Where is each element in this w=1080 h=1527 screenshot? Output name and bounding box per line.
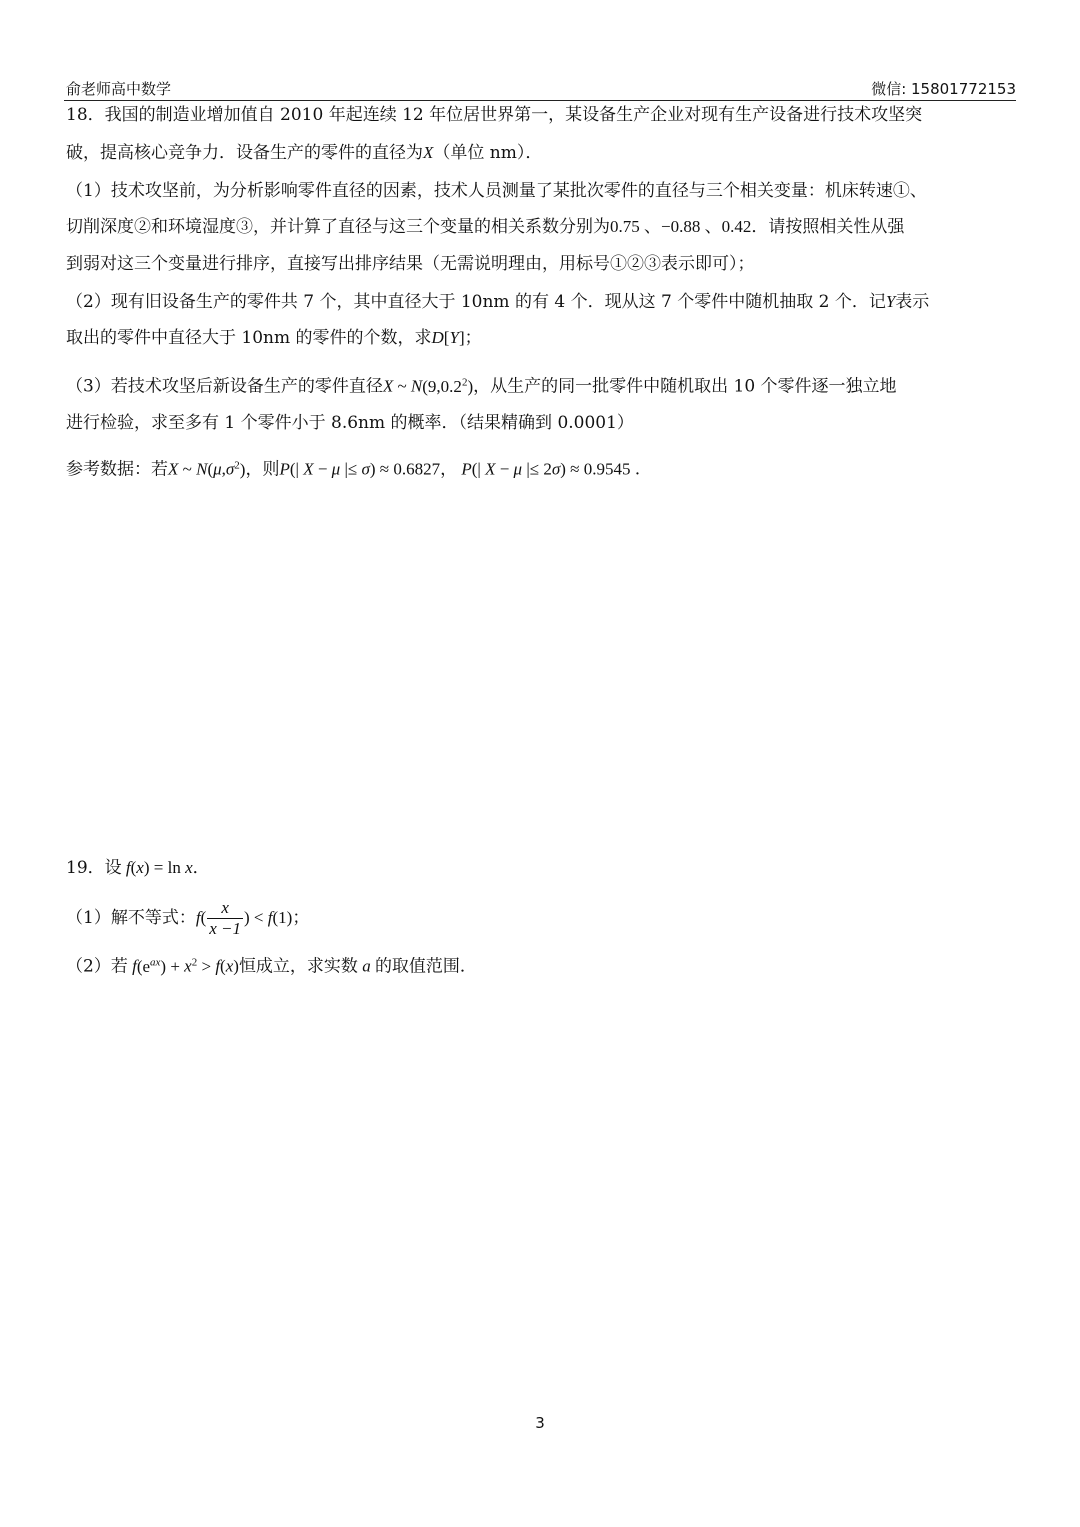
q18-line-1 [66,103,922,127]
q18-part1-line-2 [66,215,904,239]
q18-part3-line-2 [66,411,634,435]
math-correlations: 0.75 、−0.88 、0.42 [610,217,752,236]
q18-part2-line-2: 取出的零件中直径大于 10nm 的零件的个数，求D[Y]； [66,328,482,348]
math-fx-def: f [121,858,131,877]
q18-part3-text: （3）若技术攻坚后新设备生产的零件直径 [66,376,383,397]
q18-line-2 [66,141,542,165]
q19-part2-text-2: 恒成立，求实数 [238,956,358,977]
reference-text: ，则 [245,459,280,480]
q18-part2-text-2: 表示 [895,292,930,312]
math-reference-dist: X [168,459,179,479]
q18-part1-text-3: ．请按照相关性从强 [751,217,905,237]
header-contact: 微信: 15801772153 [871,80,1016,98]
q19-stem-text: 19．设 [66,858,122,878]
q18-part2-text: （2）现有旧设备生产的零件共 7 个，其中直径大于 10nm 的有 4 个．现从这 7 个零件中随机抽取 2 个．记 [66,292,886,312]
math-inequality: f [195,908,201,927]
page-number: 3 [535,1414,545,1432]
reference-sep: ， [440,459,458,480]
math-fraction: $\frac{x}{x -1}$ [209,898,242,938]
math-Y: Y [885,292,896,311]
math-prob-2sigma: P [457,459,472,479]
q19-part2: （2）若 $f(e^{ax}) + x^2 > f(x)$恒成立，求实数 a 的取值范围． [66,956,477,977]
q19-part2-text-3: 的取值范围． [374,956,477,977]
q19-stem: 19．设 f(x) = ln x． [66,858,210,878]
q18-part2-line-1 [66,290,929,314]
q18-stem-text-2: 破，提高核心竞争力．设备生产的零件的直径为 [66,143,423,163]
q19-part1-end: ； [292,908,310,928]
q19-stem-end: ． [192,858,210,878]
math-prob-1sigma: P [279,459,290,479]
reference-end: . [634,459,641,480]
q18-part3-text-3: 进行检验，求至多有 1 个零件小于 8.6nm 的概率．（结果精确到 0.0001） [66,413,634,433]
q19-part1-text: （1）解不等式： [66,908,196,928]
math-normal-dist: X [382,376,394,396]
q18-part1-line-1 [66,179,927,203]
math-DY: D [431,328,444,347]
q18-reference-data: 参考数据：若X ~ $N(\mu,\sigma^2)$，则P(| X − μ |≤ σ) ≈ 0.6827， P(| X − μ |≤ 2σ) ≈ 0.9545 . [66,459,641,480]
q18-part3-text-2: ，从生产的同一批零件中随机取出 10 个零件逐一独立地 [473,376,897,397]
q18-part2-text-3: 取出的零件中直径大于 10nm 的零件的个数，求 [66,328,432,348]
reference-label: 参考数据：若 [66,459,168,480]
header-divider [64,100,1016,101]
header-title: 俞老师高中数学 [66,80,172,98]
q18-part3-line-1: （3）若技术攻坚后新设备生产的零件直径X ~ N(9,0.2$^2$)，从生产的同一批零件中随机取出 10 个零件逐一独立地 [66,376,897,397]
math-condition: f [127,956,137,976]
q19-part2-text: （2）若 [66,956,128,977]
q18-part1-text-4: 到弱对这三个变量进行排序，直接写出排序结果（无需说明理由，用标号①②③表示即可）； [66,254,755,274]
q19-part1: （1）解不等式：f( $\frac{x}{x -1}$ ) < f(1)； [66,898,310,938]
q18-stem-text: 18．我国的制造业增加值自 2010 年起连续 12 年位居世界第一，某设备生产企业对现有生产设备进行技术攻坚突 [66,105,923,125]
page-header [66,78,1016,100]
q18-part1-line-3 [66,252,755,276]
q18-part1-text: （1）技术攻坚前，为分析影响零件直径的因素，技术人员测量了某批次零件的直径与三个相关变量：机床转速①、 [66,181,927,201]
q18-unit-text: （单位 nm）． [433,143,543,163]
q18-part1-text-2: 切削深度②和环境湿度③，并计算了直径与这三个变量的相关系数分别为 [66,217,610,237]
math-a: a [357,956,375,976]
math-X: X [423,143,434,162]
q18-part2-text-4: ； [464,328,482,348]
